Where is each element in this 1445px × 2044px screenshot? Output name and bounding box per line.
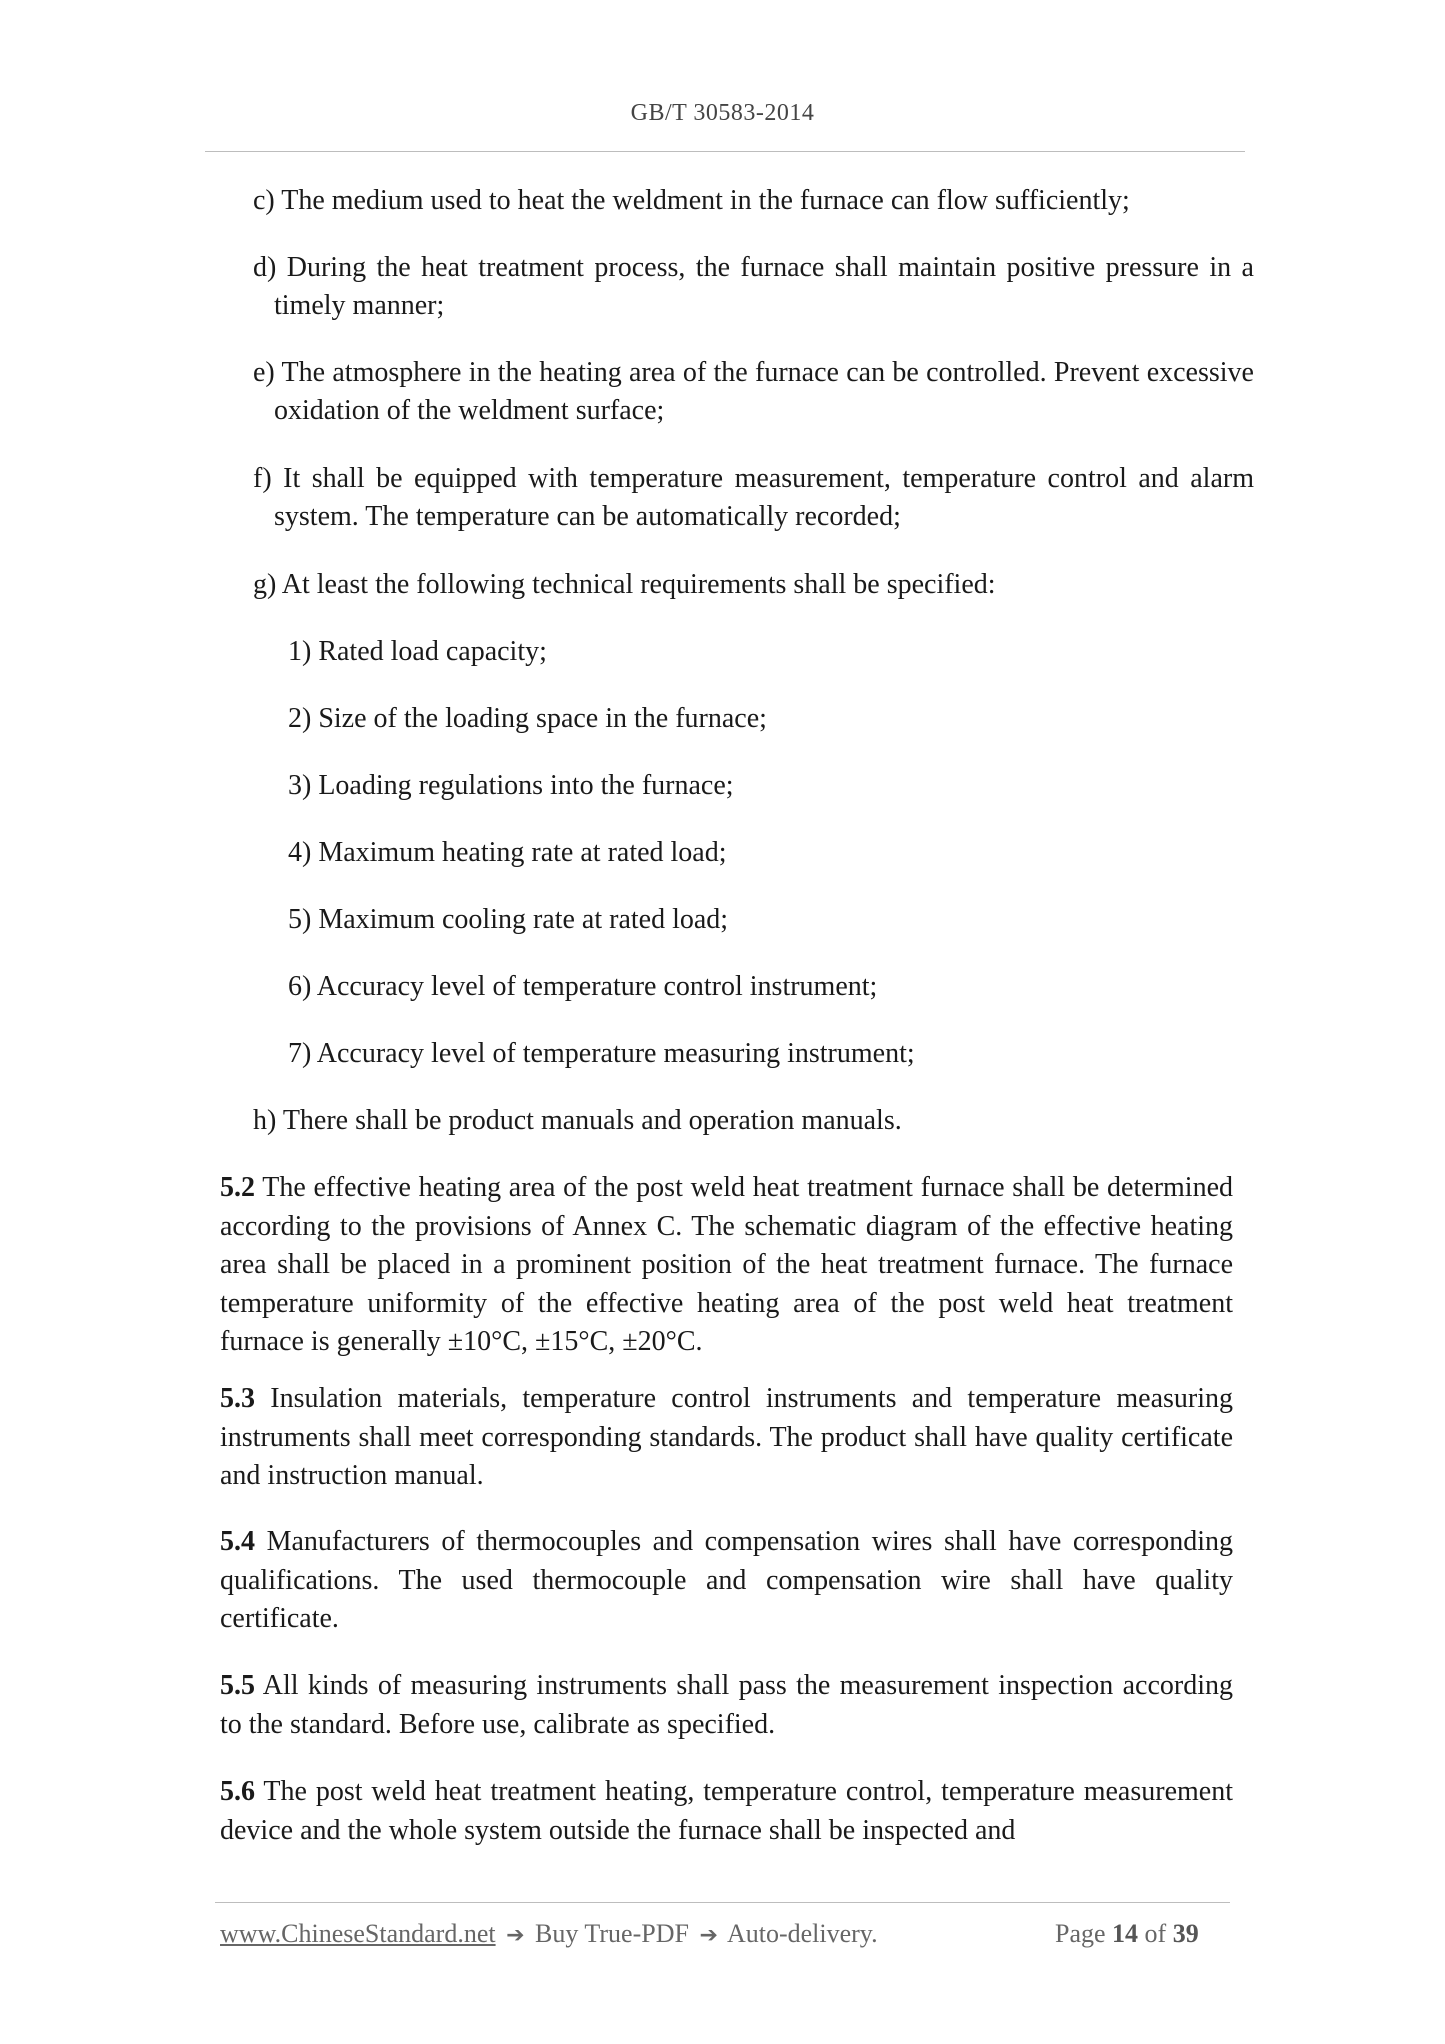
header-divider	[205, 151, 1245, 152]
clause-number: 5.3	[220, 1383, 255, 1414]
sub-item-1: 1) Rated load capacity;	[288, 636, 547, 667]
sub-item-7: 7) Accuracy level of temperature measuring instrument;	[288, 1038, 915, 1069]
site-link[interactable]: www.ChineseStandard.net	[220, 1919, 496, 1948]
document-header-id: GB/T 30583-2014	[630, 100, 815, 126]
clause-5-2	[220, 1169, 1233, 1362]
clause-5-4	[220, 1523, 1233, 1639]
clause-number: 5.4	[220, 1526, 255, 1557]
page-label: Page	[1055, 1919, 1106, 1948]
list-item-c: c) The medium used to heat the weldment in the furnace can flow sufficiently;	[253, 185, 1130, 216]
page-indicator	[1055, 1919, 1199, 1949]
page-total: 39	[1172, 1919, 1199, 1948]
clause-text: Manufacturers of thermocouples and compensation wires shall have corresponding qualifications. The used thermocouple and compensation wire shall have quality certificate.	[220, 1526, 1233, 1634]
clause-text: Insulation materials, temperature control instruments and temperature measuring instruments shall meet corresponding standards. The product shall have quality certificate and instruction manual.	[220, 1383, 1233, 1491]
list-item-e: e) The atmosphere in the heating area of the furnace can be controlled. Prevent excessive oxidation of the weldment surface;	[253, 357, 1254, 426]
list-item-h: h) There shall be product manuals and operation manuals.	[253, 1105, 902, 1136]
clause-text: The effective heating area of the post weld heat treatment furnace shall be determined according to the provisions of Annex C. The schematic diagram of the effective heating area shall be placed in a prominent position of the heat treatment furnace. The furnace temperature uniformity of the effective heating area of the post weld heat treatment furnace is generally ±10°C, ±15°C, ±20°C.	[220, 1172, 1233, 1357]
clause-number: 5.6	[220, 1776, 255, 1807]
clause-5-5	[220, 1667, 1233, 1744]
sub-item-2: 2) Size of the loading space in the furnace;	[288, 703, 767, 734]
delivery-text: Auto-delivery.	[726, 1919, 878, 1948]
sub-item-3: 3) Loading regulations into the furnace;	[288, 770, 734, 801]
arrow-right-icon: ➔	[699, 1923, 718, 1948]
clause-5-6	[220, 1773, 1233, 1850]
clause-text: The post weld heat treatment heating, temperature control, temperature measurement device and the whole system outside the furnace shall be inspected and	[220, 1776, 1233, 1846]
clause-number: 5.5	[220, 1670, 255, 1701]
page-current: 14	[1112, 1919, 1139, 1948]
footer-divider	[215, 1902, 1230, 1903]
buy-pdf-text: Buy True-PDF	[535, 1919, 689, 1948]
footer-promo	[220, 1919, 878, 1949]
list-item-d: d) During the heat treatment process, the furnace shall maintain positive pressure in a timely manner;	[253, 252, 1254, 321]
list-item-g: g) At least the following technical requirements shall be specified:	[253, 569, 996, 600]
of-label: of	[1144, 1919, 1167, 1948]
sub-item-4: 4) Maximum heating rate at rated load;	[288, 837, 727, 868]
sub-item-6: 6) Accuracy level of temperature control instrument;	[288, 971, 878, 1002]
clause-5-3	[220, 1380, 1233, 1496]
list-item-f: f) It shall be equipped with temperature measurement, temperature control and alarm system. The temperature can be automatically recorded;	[253, 463, 1254, 532]
clause-number: 5.2	[220, 1172, 255, 1203]
arrow-right-icon: ➔	[506, 1923, 525, 1948]
sub-item-5: 5) Maximum cooling rate at rated load;	[288, 904, 729, 935]
clause-text: All kinds of measuring instruments shall pass the measurement inspection according to the standard. Before use, calibrate as specified.	[220, 1670, 1233, 1740]
